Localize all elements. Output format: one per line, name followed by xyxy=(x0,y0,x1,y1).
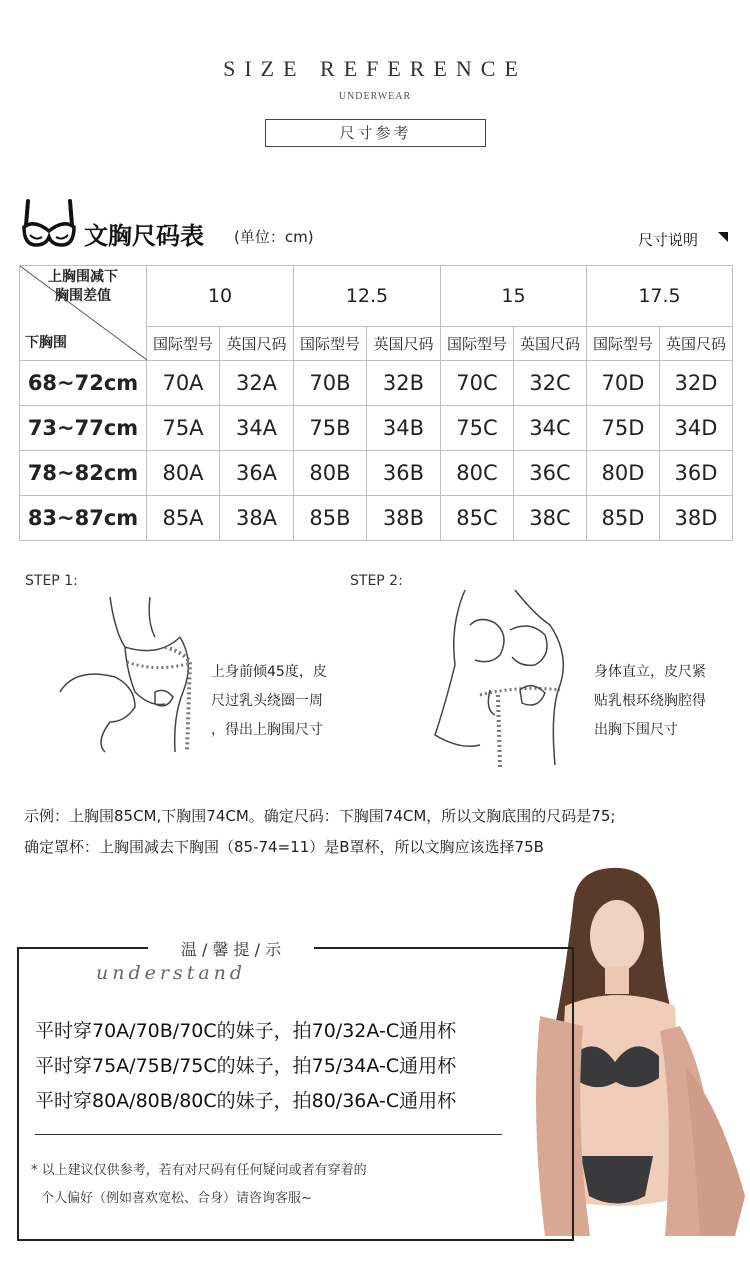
size-cell: 36D xyxy=(660,451,733,496)
example-line-1: 示例：上胸围85CM,下胸围74CM。确定尺码：下胸围74CM，所以文胸底围的尺码是75; xyxy=(24,807,616,825)
tips-label: 温 / 馨 提 / 示 xyxy=(148,937,314,960)
size-cell: 34C xyxy=(514,406,587,451)
size-cell: 38A xyxy=(220,496,294,541)
step1-label: STEP 1: xyxy=(25,573,78,589)
range-cell: 73~77cm xyxy=(20,406,147,451)
diff-header: 12.5 xyxy=(294,266,441,327)
step2-illustration xyxy=(420,585,585,774)
table-row xyxy=(20,361,733,406)
size-cell: 34B xyxy=(367,406,441,451)
table-corner-bottom: 下胸围 xyxy=(25,335,67,351)
tip-item: 平时穿75A/75B/75C的妹子，拍75/34A-C通用杯 xyxy=(35,1055,457,1077)
section-title: 文胸尺码表 xyxy=(84,222,204,250)
size-cell: 80C xyxy=(441,451,514,496)
size-cell: 70C xyxy=(441,361,514,406)
table-row xyxy=(20,496,733,541)
sub-header-intl: 国际型号 xyxy=(441,326,514,360)
size-cell: 36C xyxy=(514,451,587,496)
size-cell: 75D xyxy=(587,406,660,451)
sub-header-uk: 英国尺码 xyxy=(514,326,587,360)
size-cell: 80B xyxy=(294,451,367,496)
table-corner-cell xyxy=(20,266,147,361)
size-cell: 34A xyxy=(220,406,294,451)
size-cell: 38C xyxy=(514,496,587,541)
size-cell: 70B xyxy=(294,361,367,406)
size-cell: 75C xyxy=(441,406,514,451)
step1-description: 上身前倾45度，皮 尺过乳头绕圈一周 ，得出上胸围尺寸 xyxy=(211,664,327,738)
header-title: SIZE REFERENCE xyxy=(223,56,527,81)
tips-divider xyxy=(35,1134,502,1135)
sub-header-uk: 英国尺码 xyxy=(367,326,441,360)
sub-header-uk: 英国尺码 xyxy=(220,326,294,360)
sub-header-uk: 英国尺码 xyxy=(660,326,733,360)
step2-description: 身体直立，皮尺紧 贴乳根环绕胸腔得 出胸下围尺寸 xyxy=(594,664,706,738)
tips-footnote-1: * 以上建议仅供参考，若有对尺码有任何疑问或者有穿着的 xyxy=(31,1163,367,1178)
size-cell: 32D xyxy=(660,361,733,406)
tips-script: understand xyxy=(96,962,247,984)
size-cell: 85A xyxy=(147,496,220,541)
size-note-link[interactable]: 尺寸说明 xyxy=(638,231,699,249)
size-cell: 32C xyxy=(514,361,587,406)
size-table xyxy=(19,265,733,541)
tip-item: 平时穿80A/80B/80C的妹子，拍80/36A-C通用杯 xyxy=(35,1090,457,1112)
size-cell: 38B xyxy=(367,496,441,541)
size-cell: 36A xyxy=(220,451,294,496)
size-cell: 85D xyxy=(587,496,660,541)
size-cell: 32B xyxy=(367,361,441,406)
diff-header: 17.5 xyxy=(587,266,733,327)
size-cell: 38D xyxy=(660,496,733,541)
example-line-2: 确定罩杯：上胸围减去下胸围（85-74=11）是B罩杯，所以文胸应该选择75B xyxy=(24,838,544,856)
size-cell: 70D xyxy=(587,361,660,406)
size-cell: 70A xyxy=(147,361,220,406)
sub-header-intl: 国际型号 xyxy=(294,326,367,360)
diff-header: 15 xyxy=(441,266,587,327)
sub-header-intl: 国际型号 xyxy=(147,326,220,360)
table-corner-top: 上胸围减下 胸围差值 xyxy=(48,269,118,304)
header-subtitle: UNDERWEAR xyxy=(338,91,412,102)
size-cell: 36B xyxy=(367,451,441,496)
step1-illustration xyxy=(55,592,205,761)
range-cell: 83~87cm xyxy=(20,496,147,541)
size-cell: 34D xyxy=(660,406,733,451)
triangle-icon xyxy=(718,232,728,242)
diff-header: 10 xyxy=(147,266,294,327)
step2-label: STEP 2: xyxy=(350,573,403,589)
range-cell: 78~82cm xyxy=(20,451,147,496)
size-cell: 75A xyxy=(147,406,220,451)
tips-footnote-2: 个人偏好（例如喜欢宽松、合身）请咨询客服~ xyxy=(41,1191,312,1206)
tip-item: 平时穿70A/70B/70C的妹子，拍70/32A-C通用杯 xyxy=(35,1020,457,1042)
range-cell: 68~72cm xyxy=(20,361,147,406)
table-row xyxy=(20,406,733,451)
size-cell: 85C xyxy=(441,496,514,541)
section-unit: (单位：cm) xyxy=(234,228,314,246)
size-cell: 80D xyxy=(587,451,660,496)
sub-header-intl: 国际型号 xyxy=(587,326,660,360)
table-row xyxy=(20,451,733,496)
header-box-label: 尺寸参考 xyxy=(265,119,486,147)
size-cell: 80A xyxy=(147,451,220,496)
bra-icon xyxy=(20,197,78,253)
size-cell: 32A xyxy=(220,361,294,406)
size-cell: 75B xyxy=(294,406,367,451)
size-cell: 85B xyxy=(294,496,367,541)
